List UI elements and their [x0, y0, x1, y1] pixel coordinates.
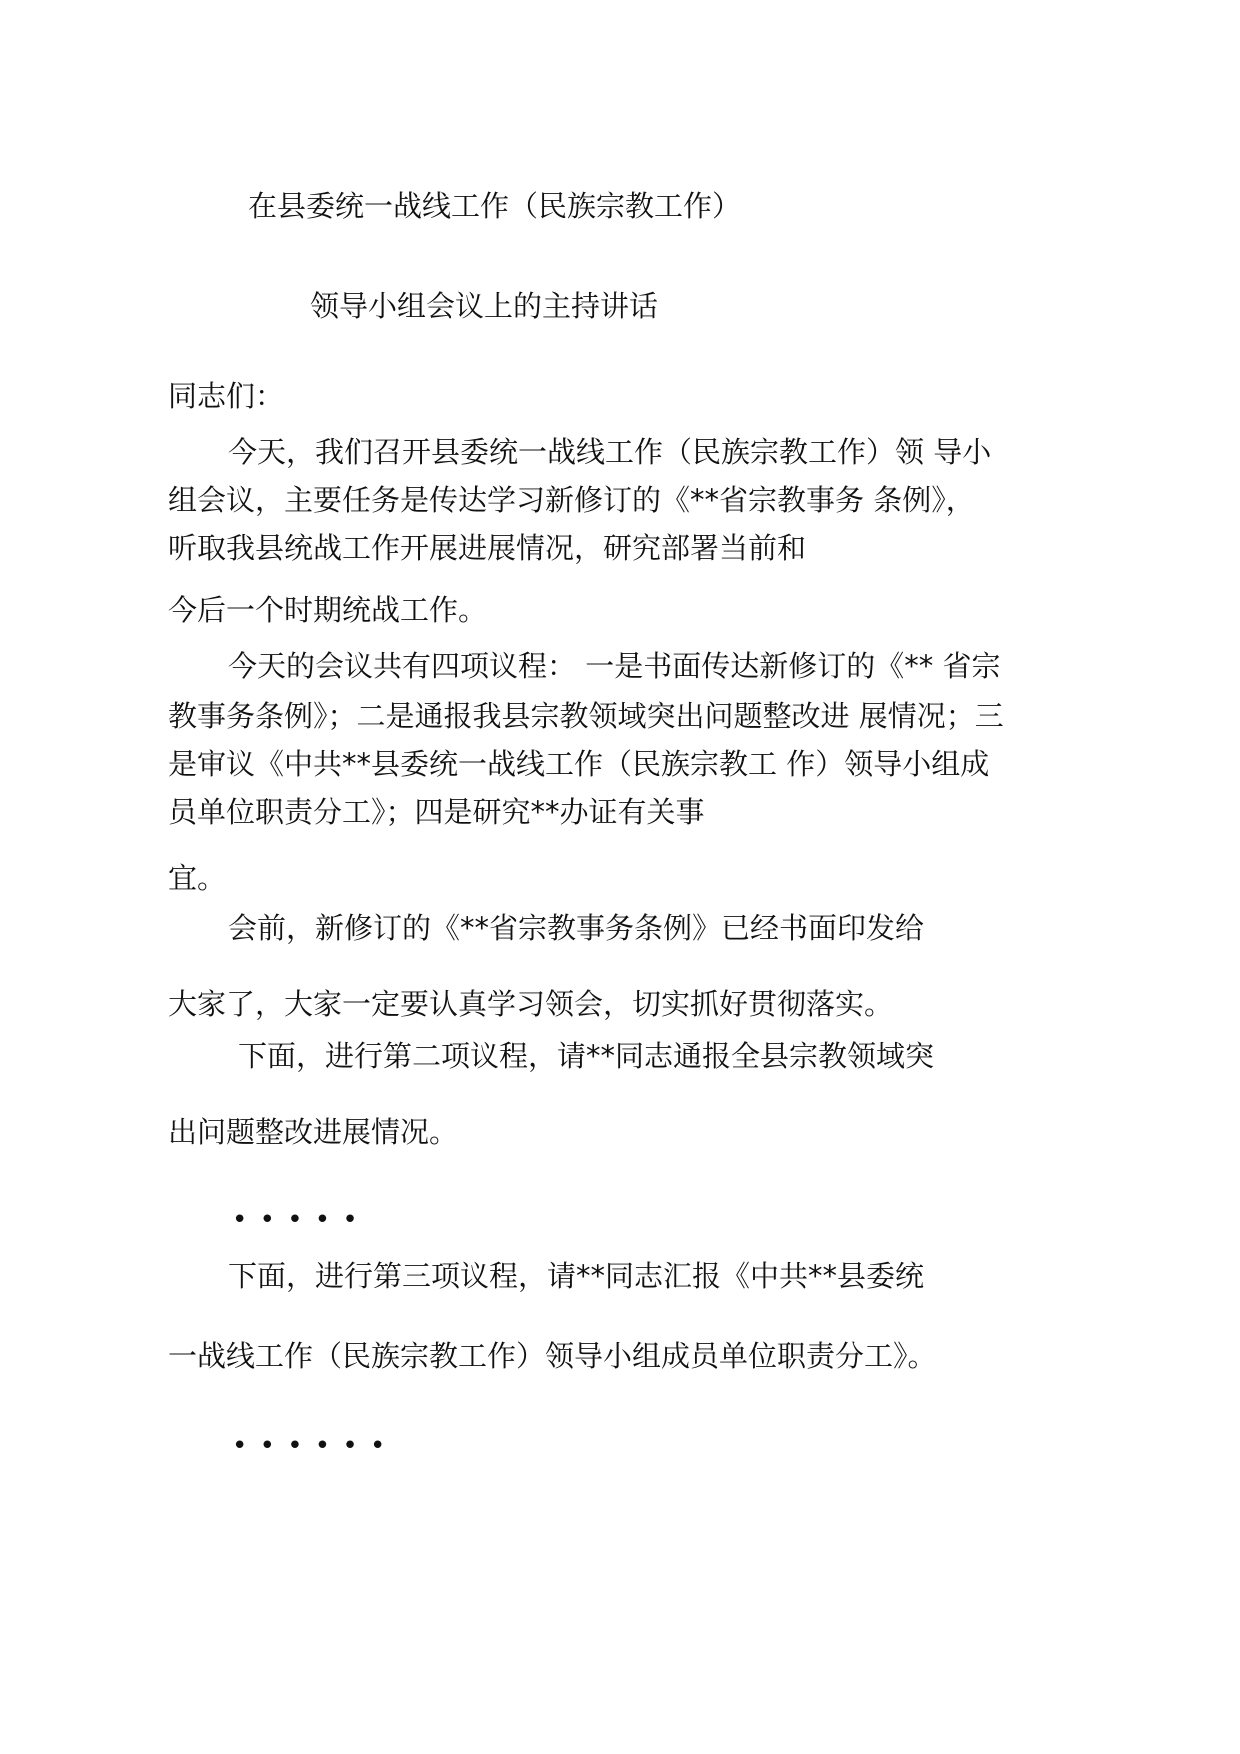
ellipsis-2: • • • • • • [232, 1431, 388, 1461]
salutation: 同志们： [168, 379, 285, 413]
paragraph-2-line-3: 是审议《中共**县委统一战线工作（民族宗教工 作）领导小组成 [168, 747, 990, 781]
paragraph-3-line-1: 会前，新修订的《**省宗教事务条例》已经书面印发给 [228, 911, 925, 945]
paragraph-2-line-2: 教事务条例》；二是通报我县宗教领域突出问题整改进 展情况；三 [168, 699, 1004, 733]
paragraph-2-line-5: 宜。 [168, 861, 227, 895]
title-line-1: 在县委统一战线工作（民族宗教工作） [248, 189, 742, 223]
paragraph-2-line-1: 今天的会议共有四项议程： 一是书面传达新修订的《** 省宗 [228, 649, 1001, 683]
paragraph-1-line-4: 今后一个时期统战工作。 [168, 593, 488, 627]
title-line-2: 领导小组会议上的主持讲话 [310, 289, 659, 323]
paragraph-5-line-2: 一战线工作（民族宗教工作）领导小组成员单位职责分工》。 [168, 1339, 937, 1373]
paragraph-1-line-1: 今天，我们召开县委统一战线工作（民族宗教工作）领 导小 [228, 435, 992, 469]
paragraph-5-line-1: 下面，进行第三项议程，请**同志汇报《中共**县委统 [228, 1259, 925, 1293]
paragraph-1-line-2: 组会议，主要任务是传达学习新修订的《**省宗教事务 条例》， [168, 483, 975, 517]
paragraph-4-line-2: 出问题整改进展情况。 [168, 1115, 459, 1149]
paragraph-2-line-4: 员单位职责分工》；四是研究**办证有关事 [168, 795, 705, 829]
paragraph-1-line-3: 听取我县统战工作开展进展情况，研究部署当前和 [168, 531, 807, 565]
ellipsis-1: • • • • • [232, 1205, 360, 1235]
paragraph-4-line-1: 下面，进行第二项议程，请**同志通报全县宗教领域突 [238, 1039, 935, 1073]
paragraph-3-line-2: 大家了，大家一定要认真学习领会，切实抓好贯彻落实。 [168, 987, 894, 1021]
